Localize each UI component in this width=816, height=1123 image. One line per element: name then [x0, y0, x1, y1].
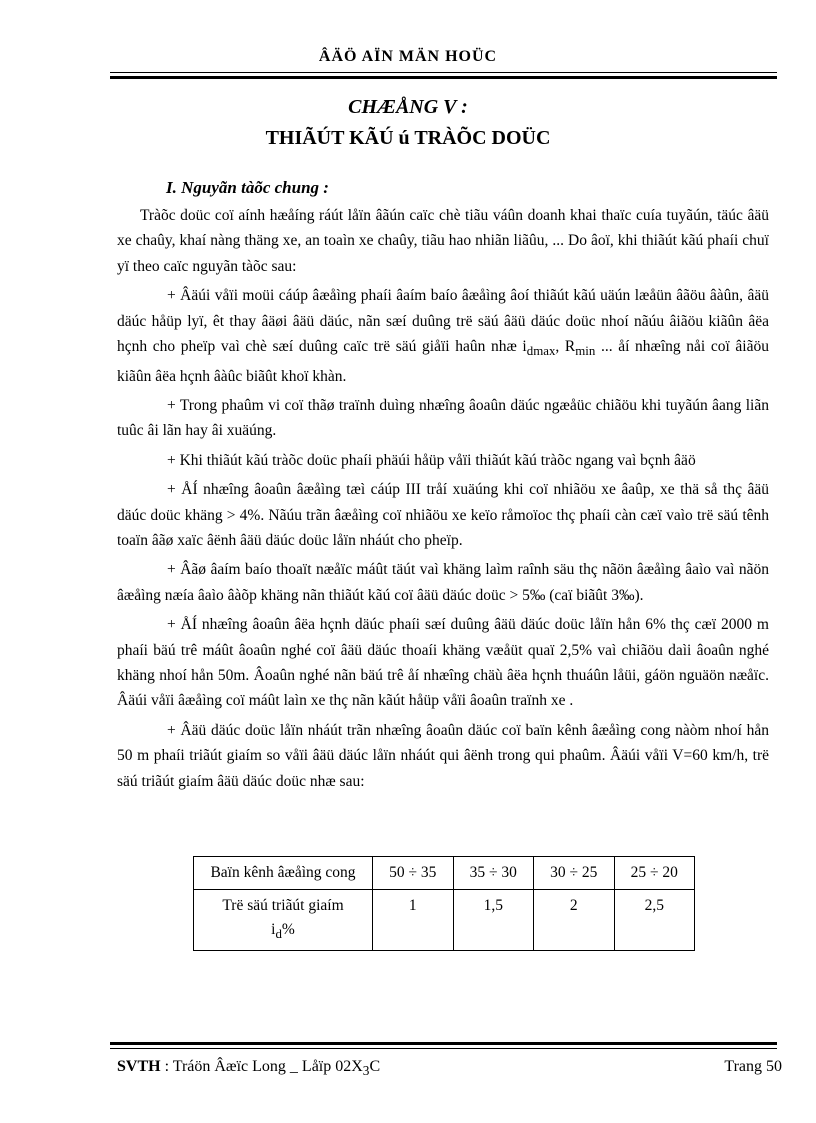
- header-divider-thick: [110, 76, 777, 79]
- r-min-symbol: R: [564, 338, 576, 356]
- table-cell: 25 ÷ 20: [614, 857, 695, 890]
- reduction-symbol: i: [271, 921, 276, 938]
- table-cell: 2,5: [614, 890, 695, 951]
- footer-divider-thin: [110, 1048, 777, 1049]
- table-cell-reduction-label: [194, 890, 373, 951]
- table-cell: 50 ÷ 35: [373, 857, 454, 890]
- table-row: [194, 890, 695, 951]
- table-cell: 35 ÷ 30: [453, 857, 534, 890]
- paragraph-rule-1-text: + Âäúi våïi moüi cáúp âæåìng phaíi âaím baío âæåìng âoí thiãút kãú uäún læåün âãöu âàûn, âäü däúc håüp lyï, êt thay âäøi âäü däúc, nãn sæí duûng trë säú âäü däúc doüc nhoí nãúu âiãöu kiãûn âëa hçnh cho pheïp vaì chè sæí duûng caïc trë säú giåïi haûn nhæ: [117, 287, 769, 356]
- reduction-label-text: Trë säú triãút giaím: [222, 897, 344, 914]
- table-cell-radius-label: Baïn kênh âæåìng cong: [194, 857, 373, 890]
- page-header-title: ÂÄÖ AÏN MÄN HOÜC: [318, 48, 498, 65]
- section-heading: I. Nguyãn tàõc chung :: [166, 178, 329, 197]
- svth-label: SVTH: [117, 1058, 161, 1075]
- paragraph-rule-1: [117, 283, 769, 389]
- paragraph-rule-6: + ÅÍ nhæîng âoaûn âëa hçnh däúc phaíi sæí duûng âäü däúc doüc låïn hån 6% thç cæï 2000 m phaíi bäú trê máût âoaûn nghé coï âäü däúc thoaíi khäng væåüt quaï 2,5% vaì chiãöu daìi âoaûn nghé khäng nhoí hån 50m. Âoaûn nghé nãn bäú trê åí nhæîng chäù âëa hçnh thuáûn låüi, gáön nguäön næåïc. Âäúi våïi âæåìng coï máût laìn xe thç nãn kãút håüp våïi âoaûn traïnh xe .: [117, 616, 769, 710]
- paragraph-rule-4: + ÅÍ nhæîng âoaûn âæåìng tæì cáúp III tråí xuäúng khi coï nhiãöu xe âaûp, xe thä så thç âäü däúc doüc khäng > 4%. Nãúu trãn âæåìng coï nhiãöu xe keïo råmoïoc thç phaíi càn cæï vaìo trë säú tênh toaïn âãø xaïc âënh âäü däúc doüc låïn nháút cho pheïp.: [117, 481, 769, 549]
- table-row: [194, 857, 695, 890]
- table-cell: 1,5: [453, 890, 534, 951]
- student-text: : Tráön Âæïc Long _ Låïp 02X: [160, 1058, 363, 1075]
- r-min-subscript: min: [575, 343, 596, 359]
- paragraph-intro: Tràõc doüc coï aính hæåíng ráút låïn âãún caïc chè tiãu váûn doanh khai thaïc cuía tuyãún, täúc âäü xe chaûy, khaí nàng thäng xe, an toaìn xe chaûy, tiãu hao nhiãn liãûu, ... Do âoï, khi thiãút kãú phaíi chuï yï theo caïc nguyãn tàõc sau:: [117, 207, 769, 275]
- limits-tail: ... åí nhæîng nåi coï âiãöu kiãûn âëa hçnh âàûc biãût khoï khàn.: [117, 338, 769, 385]
- page-number: Trang 50: [724, 1058, 782, 1075]
- reduction-unit: %: [281, 921, 295, 938]
- chapter-subtitle: THIÃÚT KÃÚ ú TRÀÕC DOÜC: [265, 127, 551, 149]
- i-dmax-symbol: i: [522, 338, 527, 356]
- table-cell: 1: [373, 890, 454, 951]
- chapter-title: CHÆÅNG V :: [348, 96, 468, 118]
- limits-separator: ,: [555, 338, 565, 356]
- footer-divider-thick: [110, 1042, 777, 1045]
- paragraph-rule-2: + Trong phaûm vi coï thãø traïnh duìng nhæîng âoaûn däúc ngæåüc chiãöu khi tuyãún âang liãn tuûc âi lãn hay âi xuäúng.: [117, 396, 769, 440]
- paragraph-rule-5: + Âãø âaím baío thoaït næåïc máût täút vaì khäng laìm raînh säu thç nãön âæåìng âaìo vaì nãön âæåìng næía âaìo âàõp khäng nãn thiãút kãú coï âäü däúc doüc > 5‰ (caï biãût 3‰).: [117, 561, 769, 604]
- grade-reduction-table: [193, 856, 695, 951]
- body-text: [117, 203, 769, 798]
- class-subscript: 3: [362, 1063, 370, 1079]
- class-suffix: C: [369, 1058, 381, 1075]
- reduction-subscript: d: [275, 926, 282, 942]
- paragraph-rule-7: + Âäü däúc doüc låïn nháút trãn nhæîng âoaûn däúc coï baïn kênh âæåìng cong nàòm nhoí hån 50 m phaíi triãút giaím so våïi âäü däúc låïn nháút qui âënh trong qui phaûm. Âäúi våïi V=60 km/h, trë säú triãút giaím âäü däúc doüc nhæ sau:: [117, 721, 769, 790]
- table-cell: 2: [534, 890, 615, 951]
- paragraph-rule-3: + Khi thiãút kãú tràõc doüc phaíi phäúi håüp våïi thiãút kãú tràõc ngang vaì bçnh âäö: [167, 451, 696, 469]
- header-divider-thin: [110, 72, 777, 73]
- table-cell: 30 ÷ 25: [534, 857, 615, 890]
- i-dmax-subscript: dmax: [526, 343, 556, 359]
- footer-student: [117, 1058, 380, 1079]
